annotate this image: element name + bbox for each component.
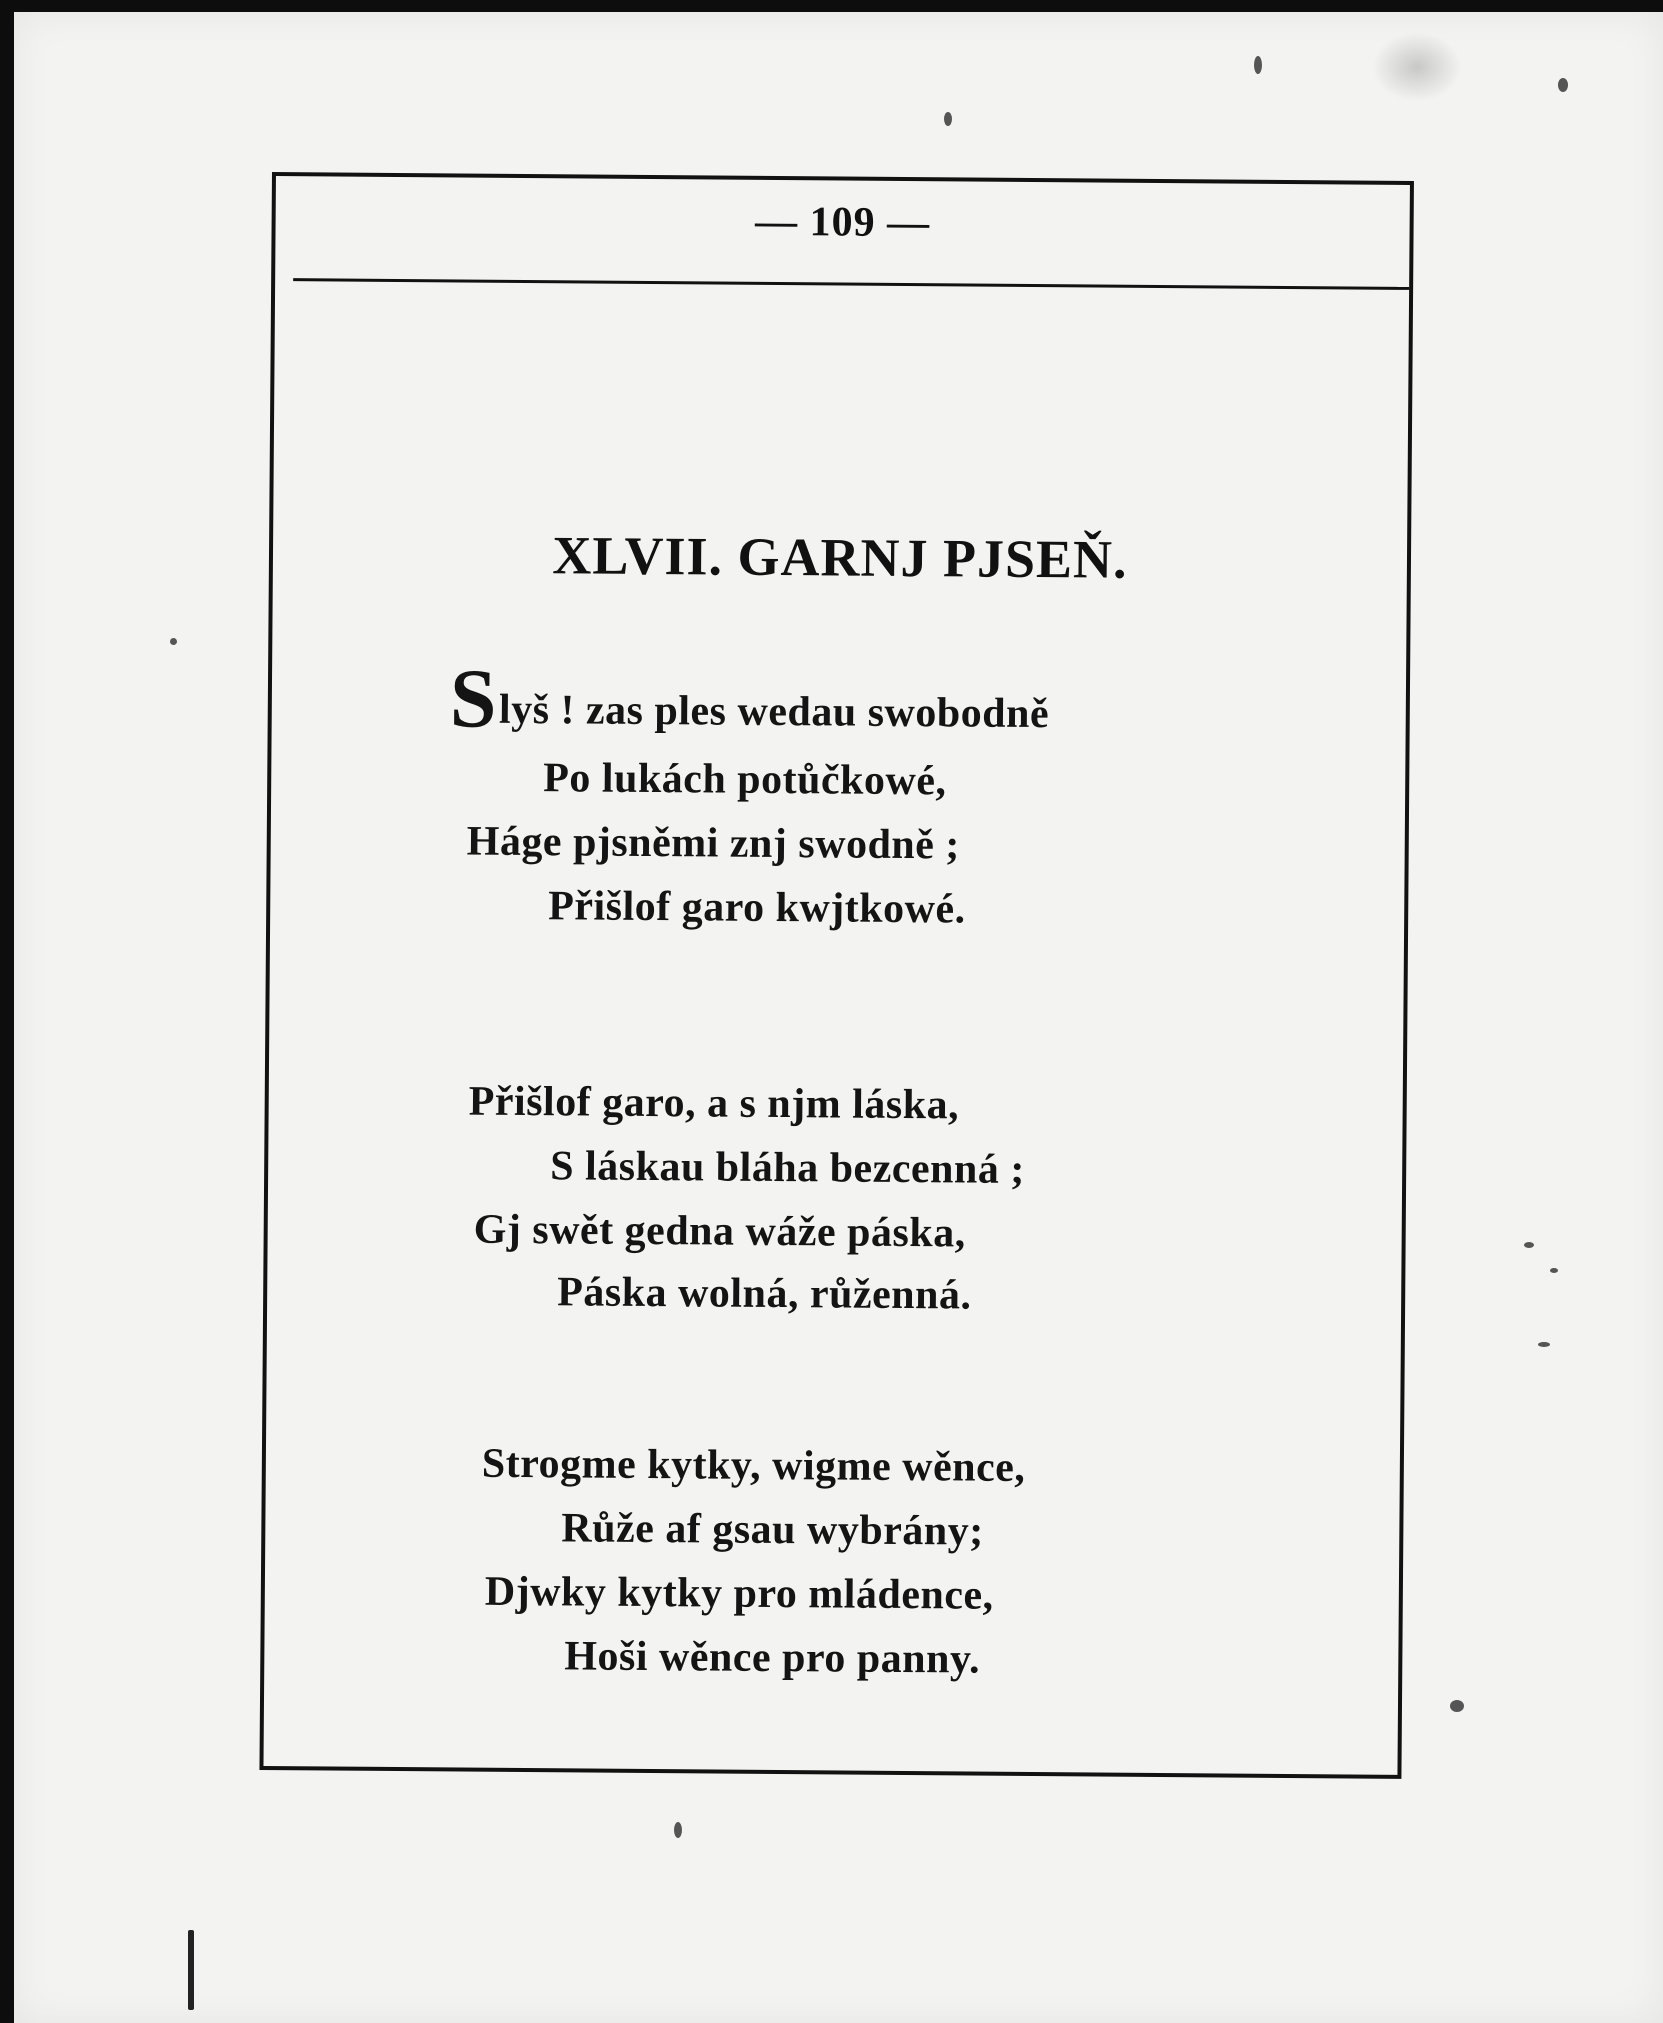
page-number: — 109 — (754, 198, 931, 247)
book-page (14, 12, 1663, 2023)
stanza-3-line-1: Strogme kytky, wigme wěnce, (481, 1440, 1026, 1491)
scan-mark (188, 1930, 194, 2010)
stanza-2-line-2: S láskau bláha bezcenná ; (550, 1143, 1025, 1193)
scan-speck (1524, 1242, 1534, 1248)
scan-left-edge (0, 0, 14, 2023)
stanza-3-line-4: Hoši wěnce pro panny. (564, 1633, 981, 1683)
scan-speck (1254, 56, 1262, 74)
scan-speck (1450, 1700, 1464, 1712)
scan-speck (1538, 1342, 1550, 1347)
poem-title: XLVII. GARNJ PJSEŇ. (552, 525, 1128, 590)
stanza-2-line-4: Páska wolná, růženná. (557, 1269, 972, 1319)
scan-speck (674, 1822, 682, 1838)
poem-line: lyš ! zas ples wedau swobodně (498, 686, 1050, 738)
stanza-1-line-2: Po lukách potůčkowé, (543, 755, 947, 805)
stanza-2-line-3: Gj swět gedna wáže páska, (473, 1206, 966, 1257)
stanza-1-line-3: Háge pjsněmi znj swodně ; (466, 818, 961, 869)
stanza-3-line-3: Djwky kytky pro mládence, (484, 1568, 994, 1619)
page-smudge (1372, 32, 1462, 102)
page-border-frame (259, 172, 1414, 1779)
scan-speck (1550, 1268, 1558, 1273)
drop-cap: S (449, 652, 498, 746)
stanza-3-line-2: Růže af gsau wybrány; (561, 1505, 984, 1555)
header-rule (293, 278, 1409, 290)
scan-speck (1558, 78, 1568, 92)
stanza-1-line-4: Přišlof garo kwjtkowé. (548, 883, 966, 933)
scan-speck (170, 638, 177, 645)
scan-speck (944, 112, 952, 126)
scan-top-edge (0, 0, 1663, 12)
stanza-1-line-1 (449, 652, 1050, 746)
stanza-2-line-1: Přišlof garo, a s njm láska, (468, 1078, 960, 1129)
